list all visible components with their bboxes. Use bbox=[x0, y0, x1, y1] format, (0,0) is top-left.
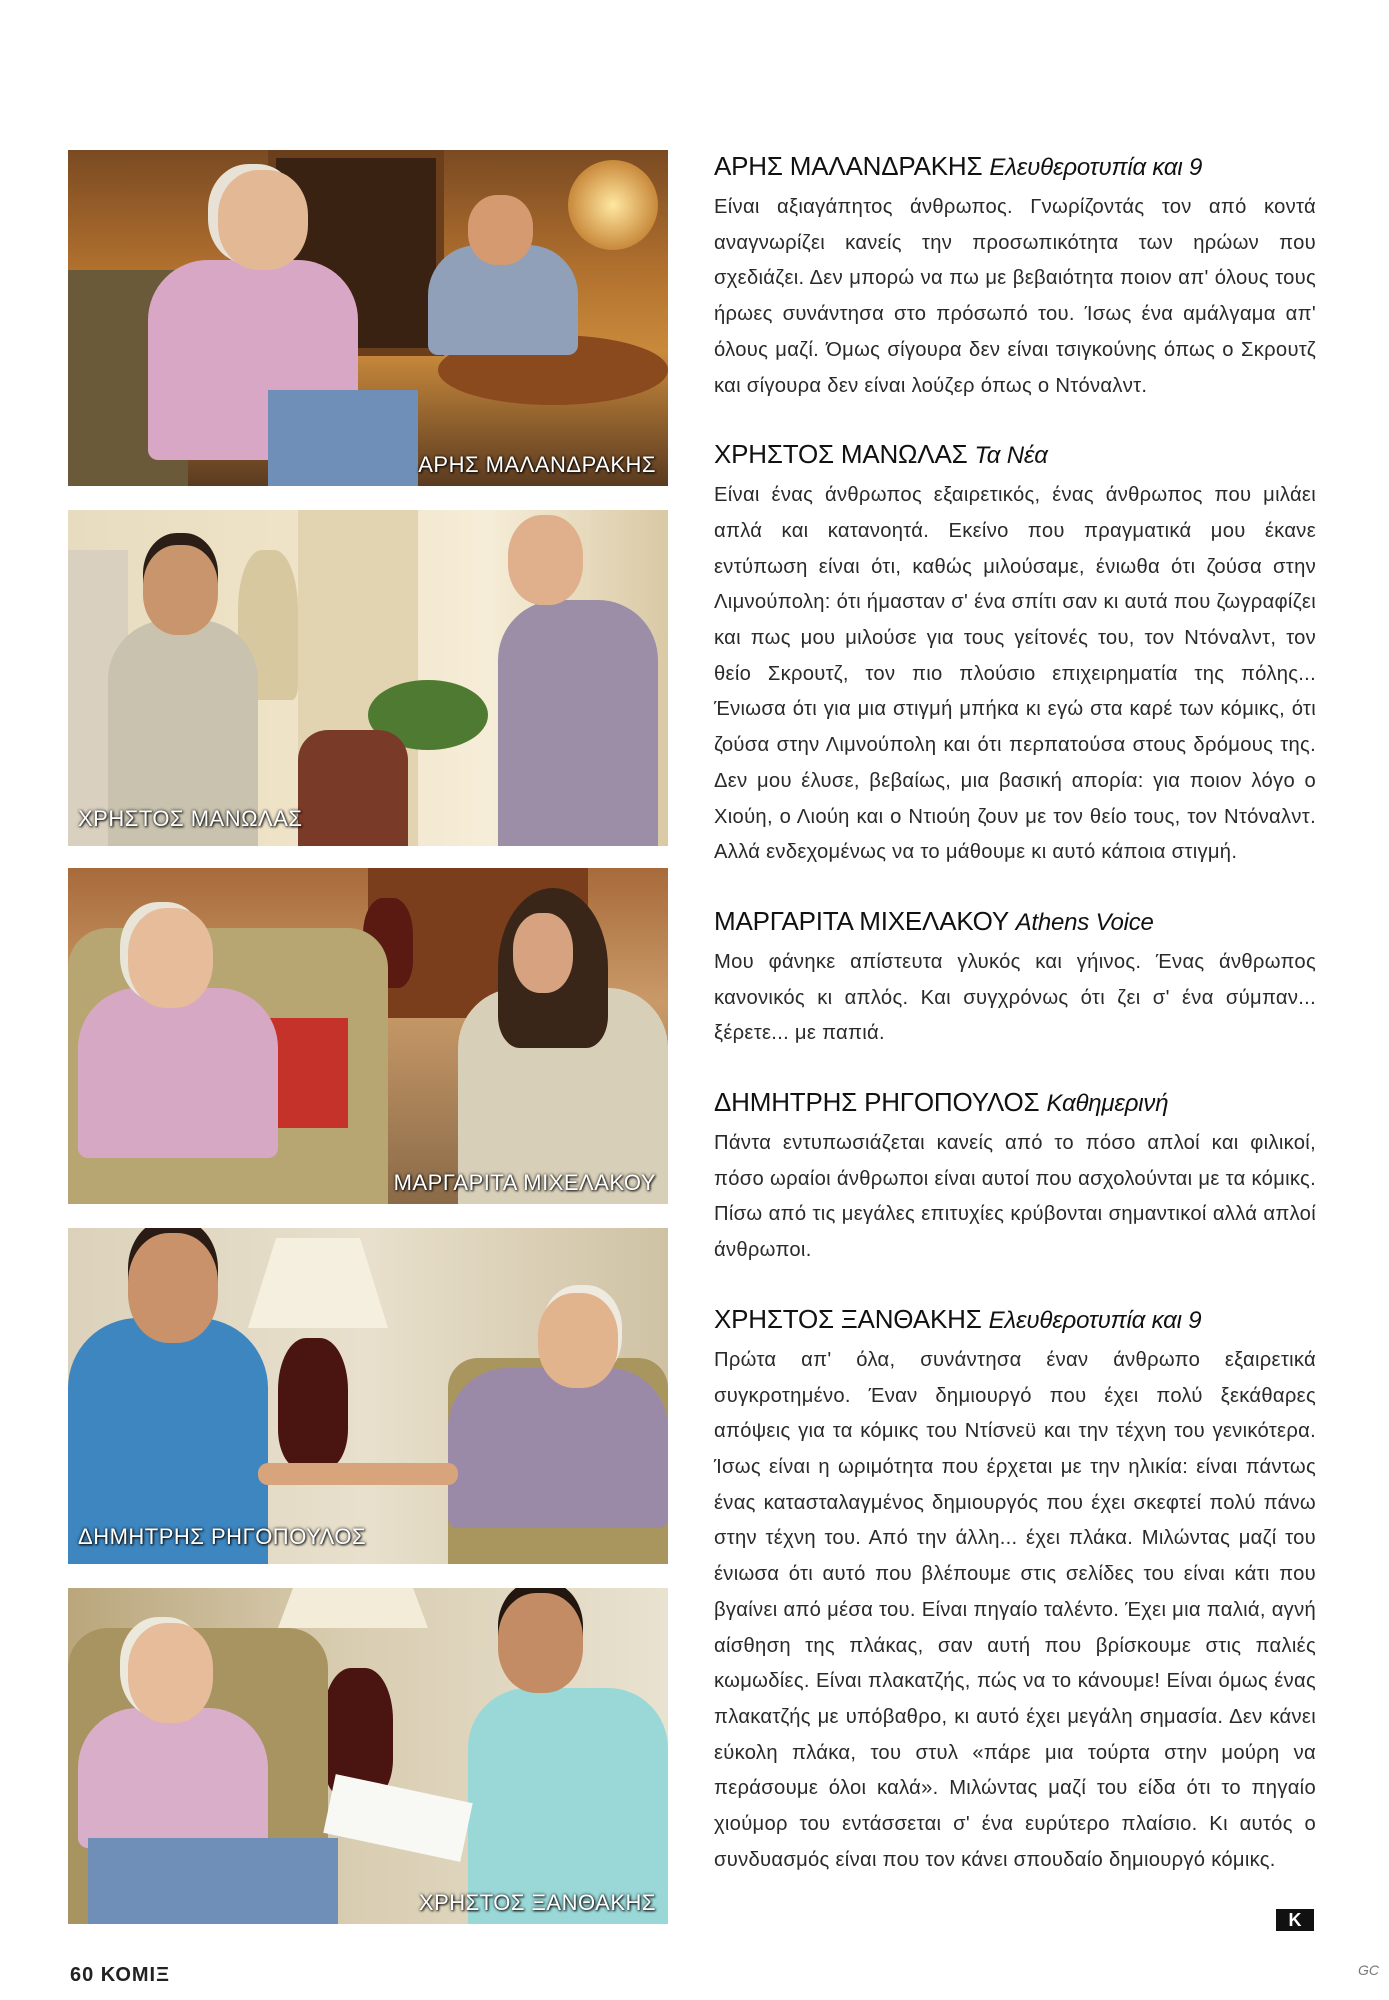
cushion bbox=[268, 1018, 348, 1128]
article-body: Είναι αξιαγάπητος άνθρωπος. Γνωρίζοντάς τον από κοντά αναγνωρίζει κανείς την προσωπικότητα των ηρώων που σχεδιάζει. Δεν μπορώ να πω με βεβαιότητα ποιον απ' όλους τους ήρωες συνάντησα στο πρόσωπό του. Ίσως ένα αμάλγαμα απ' όλους μαζί. Όμως σίγουρα δεν είναι τσιγκούνης όπως ο Σκρουτζ και σίγουρα δεν είναι λούζερ όπως ο Ντόναλντ. bbox=[714, 196, 1316, 397]
photo-caption: ΧΡΗΣΤΟΣ ΞΑΝΘΑΚΗΣ bbox=[418, 1890, 656, 1915]
author-name: ΔΗΜΗΤΡΗΣ ΡΗΓΟΠΟΥΛΟΣ bbox=[714, 1087, 1040, 1118]
head-left bbox=[128, 1623, 213, 1723]
article-item bbox=[714, 905, 1316, 1052]
corner-watermark: GC bbox=[1358, 1962, 1379, 1978]
article-column bbox=[714, 150, 1316, 1912]
head-left bbox=[218, 170, 308, 270]
publication-name: Ελευθεροτυπία bbox=[988, 1306, 1146, 1334]
head-right bbox=[538, 1293, 618, 1388]
head-right bbox=[508, 515, 583, 605]
publication-name: Τα Νέα bbox=[974, 442, 1048, 470]
publication-name: Καθημερινή bbox=[1046, 1090, 1169, 1118]
head-right bbox=[468, 195, 533, 265]
author-name: ΑΡΗΣ ΜΑΛΑΝΔΡΑΚΗΣ bbox=[714, 151, 983, 181]
article-heading bbox=[714, 1086, 1316, 1120]
article-heading bbox=[714, 1303, 1316, 1337]
man-pink-shirt bbox=[78, 1708, 268, 1848]
photo-christos-xanthakis bbox=[68, 1588, 668, 1924]
head-middle bbox=[143, 545, 218, 635]
photo-caption: ΧΡΗΣΤΟΣ ΜΑΝΩΛΑΣ bbox=[78, 806, 303, 831]
author-name: ΧΡΗΣΤΟΣ ΜΑΝΩΛΑΣ bbox=[714, 439, 968, 470]
publication-suffix: και 9 bbox=[1145, 154, 1203, 181]
article-item bbox=[714, 438, 1316, 871]
article-body: Πρώτα απ' όλα, συνάντησα έναν άνθρωπο εξαιρετικά συγκροτημένο. Έναν δημιουργό που έχει πολύ ξεκάθαρες απόψεις για τα κόμικς του Ντίσνεϋ και την τέχνη του γενικότερα. Ίσως είναι η ωριμότητα που έρχεται με την ηλικία: είναι πάντως ένας κατασταλαγμένος δημιουργός που έχει σκεφτεί πολύ πάνω στην τέχνη του. Από την άλλη... έχει πλάκα. Μιλώντας μαζί του ένιωσα ότι αυτό που βλέπουμε στις σελίδες του είναι κάτι που βγαίνει από μέσα του. Είναι πηγαίο ταλέντο. Έχει μια παλιά, αγνή αίσθηση της πλάκας, σαν αυτή που βρίσκουμε στις παλιές κωμωδίες. Είναι πλακατζής, πώς να το κάνουμε! Είναι όμως ένας πλακατζής με υπόβαθρο, κι αυτό έχει μεγάλη σημασία. Δεν κάνει εύκολη πλάκα, του στυλ «πάρε μια τούρτα στην μούρη να περάσουμε όλοι καλά». Μιλώντας μαζί του είδα ότι το πηγαίο χιούμορ του εντάσσεται σ' ένα ευρύτερο πλαίσιο. Κι αυτός ο συνδυασμός είναι που τον κάνει σπουδαίο δημιουργό κόμικς. bbox=[714, 1348, 1316, 1871]
photo-christos-manolas bbox=[68, 510, 668, 846]
head-left bbox=[128, 908, 213, 1008]
photo-aris-malandrakis bbox=[68, 150, 668, 486]
article-item bbox=[714, 150, 1316, 404]
lamp-vase bbox=[278, 1338, 348, 1468]
article-heading bbox=[714, 905, 1316, 939]
man-plaid-shirt bbox=[448, 1368, 668, 1528]
article-body: Μου φάνηκε απίστευτα γλυκός και γήινος. Ένας άνθρωπος κανονικός κι απλός. Και συγχρόνως ότι ζει σ' ένα σύμπαν... ξέρετε... με παπιά. bbox=[714, 950, 1316, 1045]
lamp-glow bbox=[568, 160, 658, 250]
photo-dimitris-rigopoulos bbox=[68, 1228, 668, 1564]
man-pink-shirt bbox=[78, 988, 278, 1158]
article-item bbox=[714, 1086, 1316, 1269]
chair bbox=[298, 730, 408, 846]
publication-suffix: και 9 bbox=[1145, 1306, 1202, 1334]
article-item bbox=[714, 1303, 1316, 1879]
face bbox=[513, 913, 573, 993]
page-footer: 60 ΚΟΜΙΞ bbox=[70, 1964, 170, 1986]
man-cyan-shirt bbox=[468, 1688, 668, 1924]
end-of-article-mark: K bbox=[1276, 1909, 1314, 1931]
publication-name: Ελευθεροτυπία bbox=[989, 154, 1146, 181]
article-heading bbox=[714, 438, 1316, 472]
handshake bbox=[258, 1463, 458, 1485]
jeans bbox=[268, 390, 418, 486]
head-left bbox=[128, 1233, 218, 1343]
publication-name: Athens Voice bbox=[1015, 908, 1154, 936]
article-body: Είναι ένας άνθρωπος εξαιρετικός, ένας άνθρωπος που μιλάει απλά και κατανοητά. Εκείνο που πραγματικά μου έκανε εντύπωση είναι ότι, καθώς μιλούσαμε, ένιωθα ότι ζούσα στην Λιμνούπολη: ότι ήμασταν σ' ένα σπίτι σαν κι αυτά που ζωγραφίζει και πως μου μιλούσε για τους γείτονές του, τον Ντόναλντ, τον θείο Σκρουτζ, τον πιο πλούσιο επιχειρηματία της πόλης... Ένιωσα ότι για μια στιγμή μπήκα κι εγώ στα καρέ των κόμικς, ότι ζούσα στην Λιμνούπολη και ότι περπατούσα στους δρόμους της. Δεν μου έλυσε, βεβαίως, μια βασική απορία: για ποιον λόγο ο Χιούη, ο Λιούη και ο Ντιούη ζουν με τον θείο τους, τον Ντόναλντ. Αλλά ενδεχομένως να το μάθουμε κι αυτό κάποια στιγμή. bbox=[714, 484, 1316, 864]
photo-caption: ΔΗΜΗΤΡΗΣ ΡΗΓΟΠΟΥΛΟΣ bbox=[78, 1524, 367, 1549]
author-name: ΜΑΡΓΑΡΙΤΑ ΜΙΧΕΛΑΚΟΥ bbox=[714, 905, 1009, 936]
lampshade bbox=[278, 1588, 428, 1628]
man-right bbox=[498, 600, 658, 846]
author-name: ΧΡΗΣΤΟΣ ΞΑΝΘΑΚΗΣ bbox=[714, 1303, 982, 1334]
jeans bbox=[88, 1838, 338, 1924]
article-heading bbox=[714, 150, 1316, 184]
photo-caption: ΑΡΗΣ ΜΑΛΑΝΔΡΑΚΗΣ bbox=[418, 452, 656, 477]
article-body: Πάντα εντυπωσιάζεται κανείς από το πόσο απλοί και φιλικοί, πόσο ωραίοι άνθρωποι είναι αυτοί που ασχολούνται με τα κόμικς. Πίσω από τις μεγάλες επιτυχίες κρύβονται σημαντικοί αλλά απλοί άνθρωποι. bbox=[714, 1132, 1316, 1262]
photo-caption: ΜΑΡΓΑΡΙΤΑ ΜΙΧΕΛΑΚΟΥ bbox=[393, 1170, 656, 1195]
photo-margarita-michelakou bbox=[68, 868, 668, 1204]
head-right bbox=[498, 1593, 583, 1693]
